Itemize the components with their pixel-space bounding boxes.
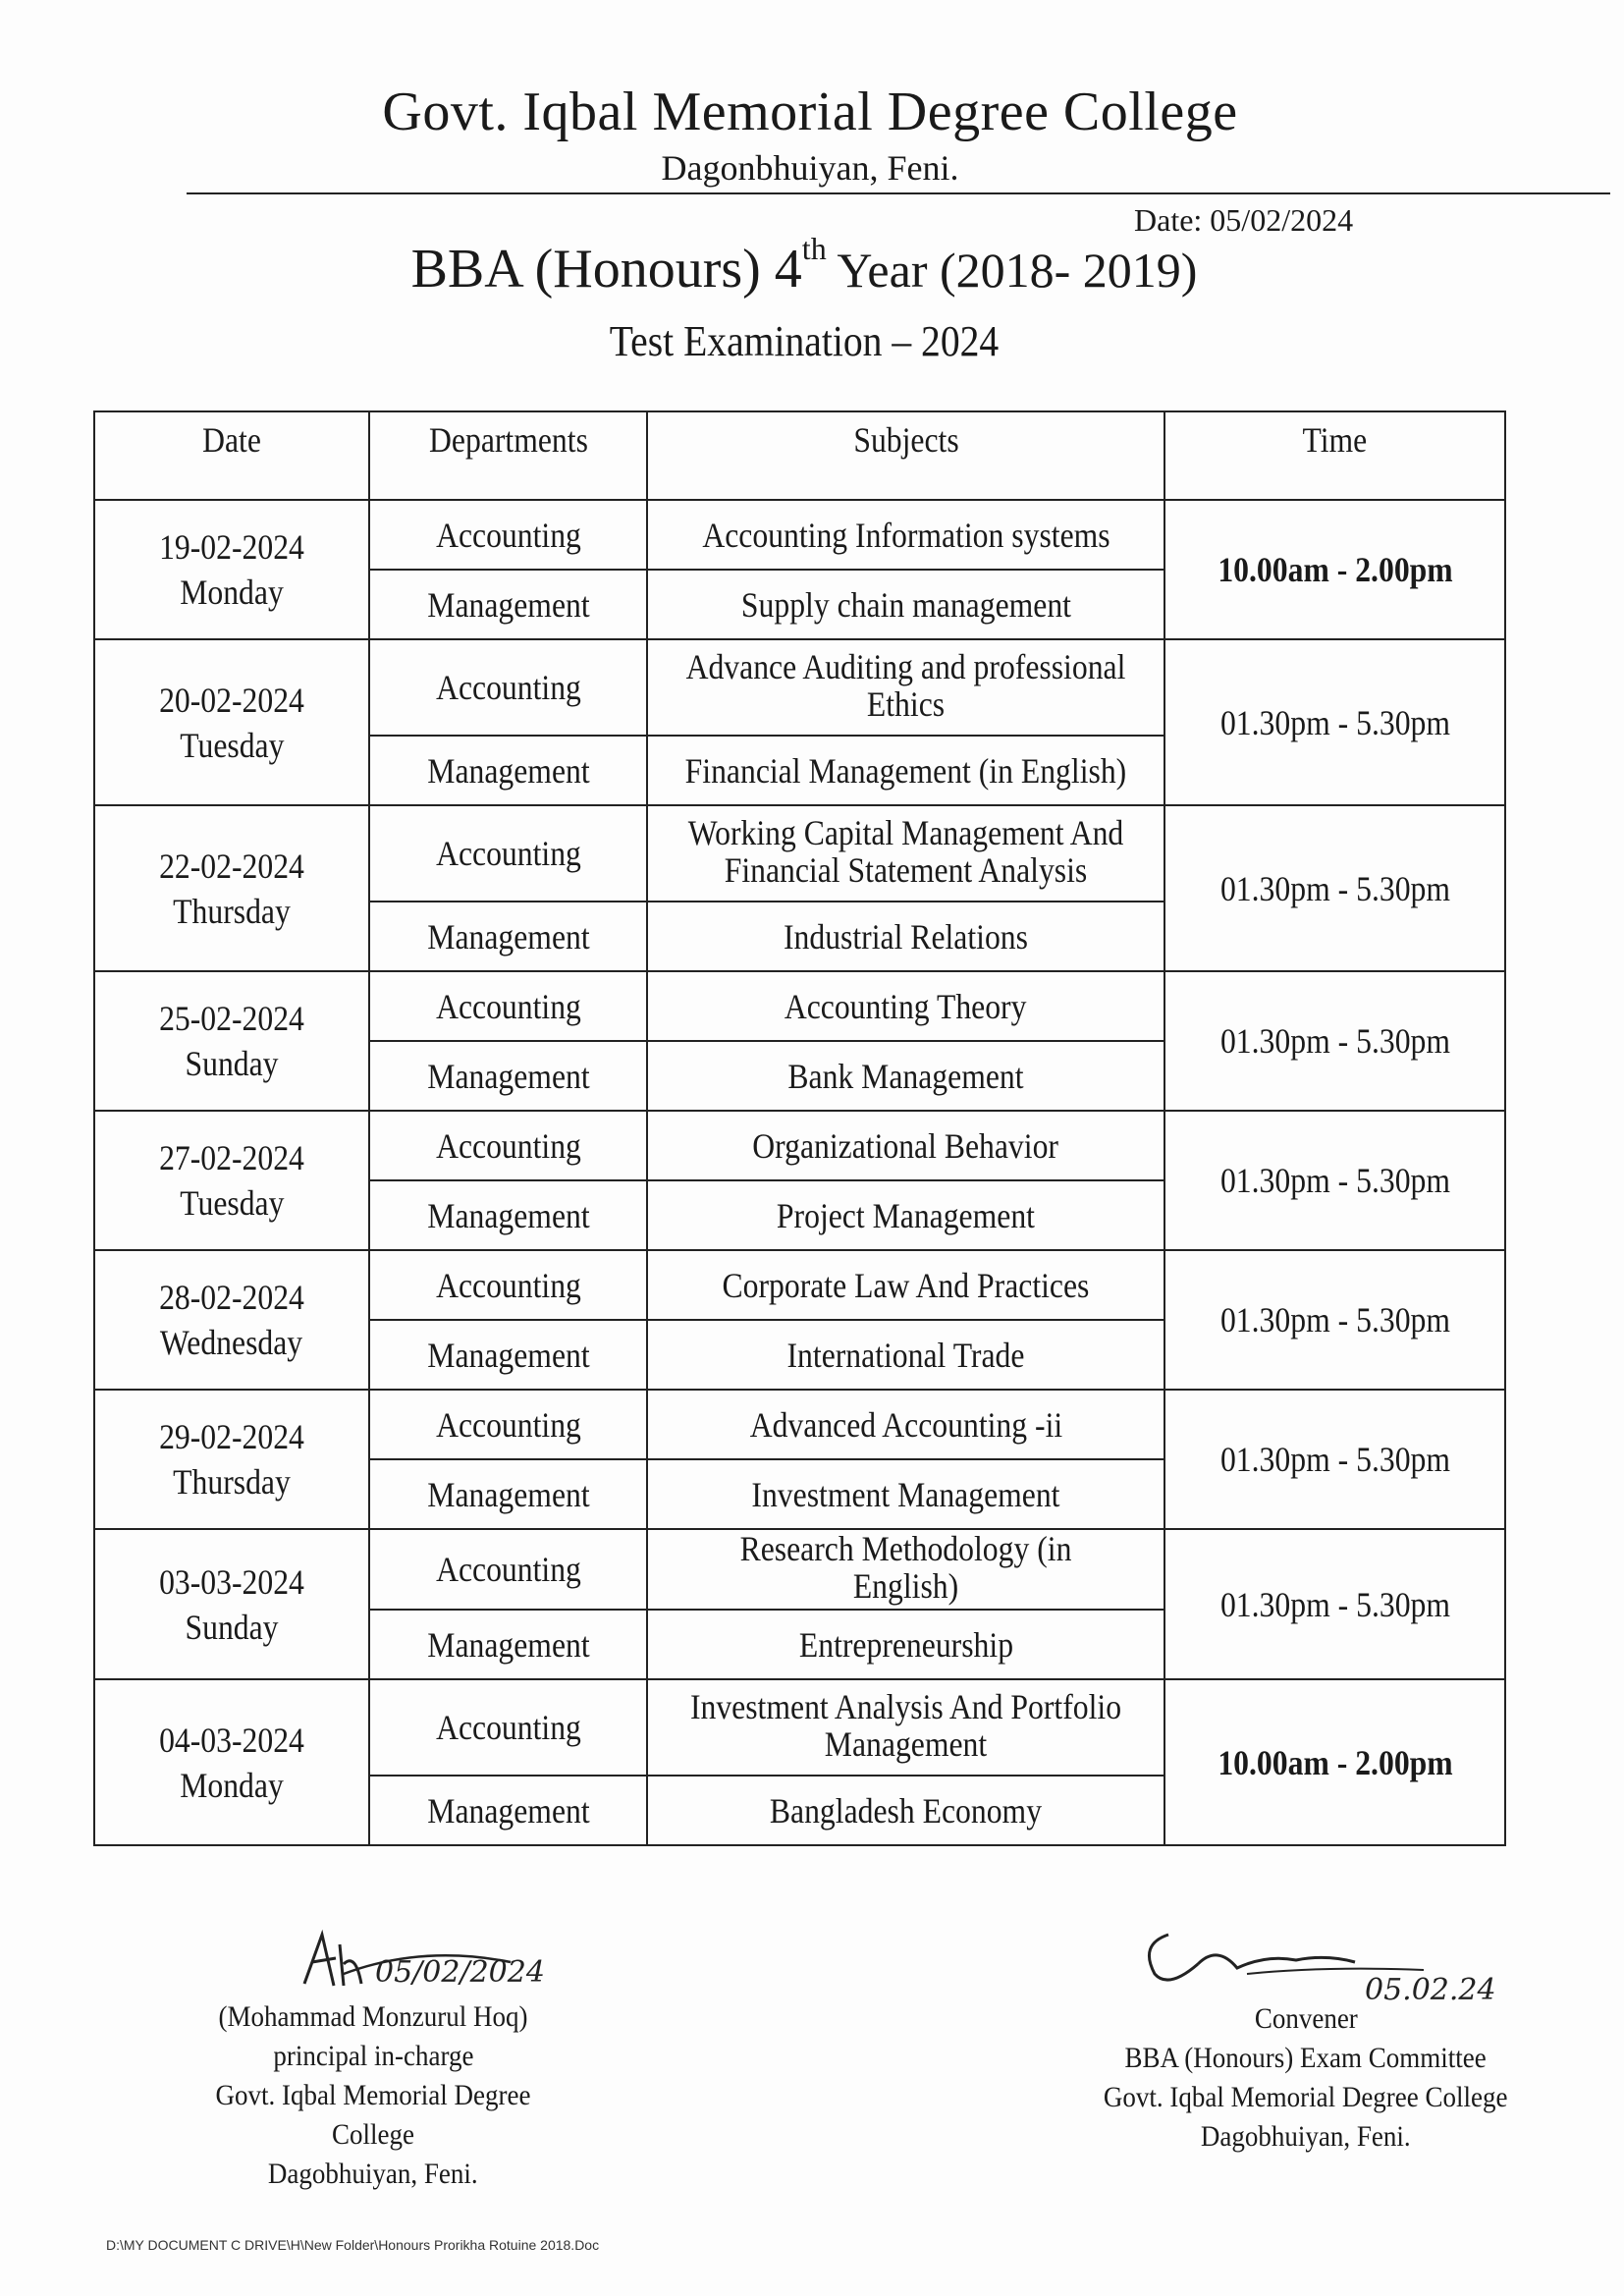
subject-cell bbox=[647, 1529, 1164, 1610]
department-cell bbox=[369, 1180, 647, 1250]
exam-time: 01.30pm - 5.30pm bbox=[1219, 702, 1450, 742]
department-name: Management bbox=[426, 1474, 590, 1514]
subject-name: International Trade bbox=[786, 1335, 1025, 1375]
subject-cell bbox=[647, 500, 1164, 570]
department-cell bbox=[369, 570, 647, 639]
header-departments: Departments bbox=[369, 411, 647, 500]
exam-date: 20-02-2024 bbox=[159, 680, 304, 720]
exam-date: 25-02-2024 bbox=[159, 999, 304, 1038]
subject-cell bbox=[647, 1679, 1164, 1776]
table-body bbox=[94, 500, 1505, 1845]
department-name: Accounting bbox=[435, 834, 581, 873]
subject-name: Bangladesh Economy bbox=[769, 1790, 1043, 1831]
subject-name: Research Methodology (in English) bbox=[739, 1529, 1072, 1606]
department-name: Management bbox=[426, 1335, 590, 1375]
header-time: Time bbox=[1164, 411, 1505, 500]
department-cell bbox=[369, 971, 647, 1041]
principal-name: (Mohammad Monzurul Hoq) bbox=[218, 2000, 528, 2033]
subject-name: Financial Management (in English) bbox=[684, 750, 1127, 791]
exam-time: 01.30pm - 5.30pm bbox=[1219, 868, 1450, 908]
department-cell bbox=[369, 1250, 647, 1320]
subject-name: Investment Management bbox=[751, 1474, 1060, 1514]
exam-date: 29-02-2024 bbox=[159, 1417, 304, 1456]
subject-cell bbox=[647, 1610, 1164, 1679]
subject-cell bbox=[647, 1390, 1164, 1459]
exam-date-cell bbox=[94, 1529, 369, 1679]
exam-routine-table bbox=[93, 410, 1506, 1846]
exam-time: 01.30pm - 5.30pm bbox=[1219, 1161, 1450, 1200]
footer-file-path: D:\MY DOCUMENT C DRIVE\H\New Folder\Honours Prorikha Rotuine 2018.Doc bbox=[106, 2237, 600, 2253]
exam-day: Wednesday bbox=[160, 1323, 303, 1362]
subject-name: Industrial Relations bbox=[783, 916, 1029, 957]
subject-name: Advance Auditing and professional Ethics bbox=[685, 647, 1126, 724]
department-cell bbox=[369, 902, 647, 971]
exam-date: 19-02-2024 bbox=[159, 527, 304, 567]
department-name: Management bbox=[426, 1624, 590, 1665]
exam-time-cell bbox=[1164, 500, 1505, 639]
exam-date-cell bbox=[94, 639, 369, 805]
department-cell bbox=[369, 1320, 647, 1390]
department-cell bbox=[369, 500, 647, 570]
subject-cell bbox=[647, 736, 1164, 805]
header-divider bbox=[187, 192, 1610, 194]
department-name: Management bbox=[426, 1056, 590, 1096]
exam-date-cell bbox=[94, 500, 369, 639]
principal-role: principal in-charge bbox=[272, 2040, 474, 2072]
exam-date-cell bbox=[94, 971, 369, 1111]
college-location: Dagonbhuiyan, Feni. bbox=[661, 148, 959, 188]
exam-time: 01.30pm - 5.30pm bbox=[1219, 1440, 1450, 1479]
exam-title bbox=[0, 231, 1616, 301]
subject-cell bbox=[647, 805, 1164, 902]
svg-text:05.02.24: 05.02.24 bbox=[1365, 1973, 1496, 2003]
exam-day: Thursday bbox=[173, 1462, 291, 1502]
department-cell bbox=[369, 1776, 647, 1845]
college-name: Govt. Iqbal Memorial Degree College bbox=[382, 82, 1238, 142]
table-header-row bbox=[94, 411, 1505, 500]
exam-date: 04-03-2024 bbox=[159, 1720, 304, 1760]
convener-institution: Govt. Iqbal Memorial Degree College bbox=[1104, 2081, 1508, 2113]
exam-day: Monday bbox=[180, 573, 284, 612]
subject-name: Working Capital Management And Financial Statement Analysis bbox=[687, 813, 1124, 890]
table-row bbox=[94, 1390, 1505, 1459]
exam-date: 22-02-2024 bbox=[159, 846, 304, 886]
exam-subtitle: Test Examination – 2024 bbox=[609, 317, 1000, 365]
exam-time-cell bbox=[1164, 971, 1505, 1111]
exam-day: Thursday bbox=[173, 891, 291, 931]
exam-time: 01.30pm - 5.30pm bbox=[1219, 1300, 1450, 1339]
department-cell bbox=[369, 1390, 647, 1459]
exam-time: 01.30pm - 5.30pm bbox=[1219, 1584, 1450, 1624]
department-name: Accounting bbox=[435, 1265, 581, 1305]
subject-name: Supply chain management bbox=[740, 584, 1071, 625]
department-cell bbox=[369, 1459, 647, 1529]
convener-committee: BBA (Honours) Exam Committee bbox=[1124, 2042, 1488, 2074]
exam-time: 01.30pm - 5.30pm bbox=[1219, 1021, 1450, 1061]
exam-day: Sunday bbox=[185, 1607, 279, 1647]
table-row bbox=[94, 500, 1505, 570]
department-cell bbox=[369, 1529, 647, 1610]
table-row bbox=[94, 971, 1505, 1041]
exam-time: 10.00am - 2.00pm bbox=[1217, 1742, 1453, 1782]
subject-name: Accounting Information systems bbox=[701, 515, 1110, 555]
department-name: Accounting bbox=[435, 1125, 581, 1166]
subject-name: Advanced Accounting -ii bbox=[749, 1404, 1062, 1445]
subject-name: Entrepreneurship bbox=[798, 1624, 1013, 1665]
subject-name: Project Management bbox=[776, 1195, 1036, 1235]
exam-day: Monday bbox=[180, 1765, 284, 1805]
table-row bbox=[94, 1679, 1505, 1776]
subject-cell bbox=[647, 1111, 1164, 1180]
exam-day: Tuesday bbox=[179, 1183, 285, 1223]
subject-name: Bank Management bbox=[787, 1056, 1024, 1096]
subject-cell bbox=[647, 1180, 1164, 1250]
department-cell bbox=[369, 1610, 647, 1679]
exam-day: Tuesday bbox=[179, 725, 285, 765]
header-subjects: Subjects bbox=[647, 411, 1164, 500]
exam-date-cell bbox=[94, 1250, 369, 1390]
exam-time-cell bbox=[1164, 1679, 1505, 1845]
table-row bbox=[94, 639, 1505, 736]
subject-cell bbox=[647, 639, 1164, 736]
department-name: Accounting bbox=[435, 668, 581, 707]
subject-cell bbox=[647, 902, 1164, 971]
department-name: Management bbox=[426, 1790, 590, 1831]
convener-role: Convener bbox=[1254, 2002, 1358, 2035]
principal-signature-block bbox=[157, 1997, 589, 2194]
exam-date: 03-03-2024 bbox=[159, 1561, 304, 1602]
exam-date: 28-02-2024 bbox=[159, 1278, 304, 1317]
exam-time-cell bbox=[1164, 805, 1505, 971]
exam-title-year: Year (2018- 2019) bbox=[826, 243, 1198, 298]
department-name: Accounting bbox=[435, 986, 581, 1026]
exam-title-superscript: th bbox=[801, 231, 827, 267]
exam-time-cell bbox=[1164, 1111, 1505, 1250]
svg-text:05/02/2024: 05/02/2024 bbox=[375, 1955, 545, 1990]
department-cell bbox=[369, 805, 647, 902]
subject-cell bbox=[647, 1776, 1164, 1845]
department-cell bbox=[369, 1679, 647, 1776]
exam-time: 10.00am - 2.00pm bbox=[1217, 550, 1453, 589]
department-name: Management bbox=[426, 916, 590, 957]
department-name: Accounting bbox=[435, 1550, 581, 1589]
subject-cell bbox=[647, 1250, 1164, 1320]
exam-date-cell bbox=[94, 1390, 369, 1529]
table-row bbox=[94, 1250, 1505, 1320]
subject-cell bbox=[647, 1320, 1164, 1390]
convener-signature bbox=[1129, 1895, 1542, 2003]
principal-place: Dagobhuiyan, Feni. bbox=[268, 2158, 478, 2190]
subject-name: Accounting Theory bbox=[785, 986, 1027, 1026]
exam-title-main: BBA (Honours) 4 bbox=[410, 239, 802, 300]
department-cell bbox=[369, 1111, 647, 1180]
notice-date: Date: 05/02/2024 bbox=[1134, 202, 1354, 238]
department-cell bbox=[369, 639, 647, 736]
exam-day: Sunday bbox=[185, 1044, 279, 1083]
department-name: Accounting bbox=[435, 1404, 581, 1445]
exam-time-cell bbox=[1164, 639, 1505, 805]
department-name: Accounting bbox=[435, 1708, 581, 1747]
department-name: Management bbox=[426, 584, 590, 625]
subject-cell bbox=[647, 1041, 1164, 1111]
exam-time-cell bbox=[1164, 1390, 1505, 1529]
subject-name: Corporate Law And Practices bbox=[722, 1265, 1090, 1305]
exam-date-cell bbox=[94, 1111, 369, 1250]
exam-date: 27-02-2024 bbox=[159, 1138, 304, 1177]
table-row bbox=[94, 1529, 1505, 1610]
exam-date-cell bbox=[94, 805, 369, 971]
convener-signature-block bbox=[1011, 1999, 1600, 2157]
department-name: Management bbox=[426, 750, 590, 791]
subject-cell bbox=[647, 570, 1164, 639]
principal-signature bbox=[285, 1915, 599, 2003]
header-date: Date bbox=[94, 411, 369, 500]
department-name: Management bbox=[426, 1195, 590, 1235]
principal-institution: Govt. Iqbal Memorial Degree College bbox=[215, 2079, 531, 2151]
table-row bbox=[94, 805, 1505, 902]
exam-time-cell bbox=[1164, 1250, 1505, 1390]
subject-name: Investment Analysis And Portfolio Management bbox=[689, 1687, 1122, 1764]
table-row bbox=[94, 1111, 1505, 1180]
exam-time-cell bbox=[1164, 1529, 1505, 1679]
department-cell bbox=[369, 736, 647, 805]
convener-place: Dagobhuiyan, Feni. bbox=[1201, 2120, 1411, 2153]
subject-name: Organizational Behavior bbox=[752, 1125, 1059, 1166]
subject-cell bbox=[647, 971, 1164, 1041]
subject-cell bbox=[647, 1459, 1164, 1529]
department-cell bbox=[369, 1041, 647, 1111]
exam-date-cell bbox=[94, 1679, 369, 1845]
department-name: Accounting bbox=[435, 515, 581, 555]
